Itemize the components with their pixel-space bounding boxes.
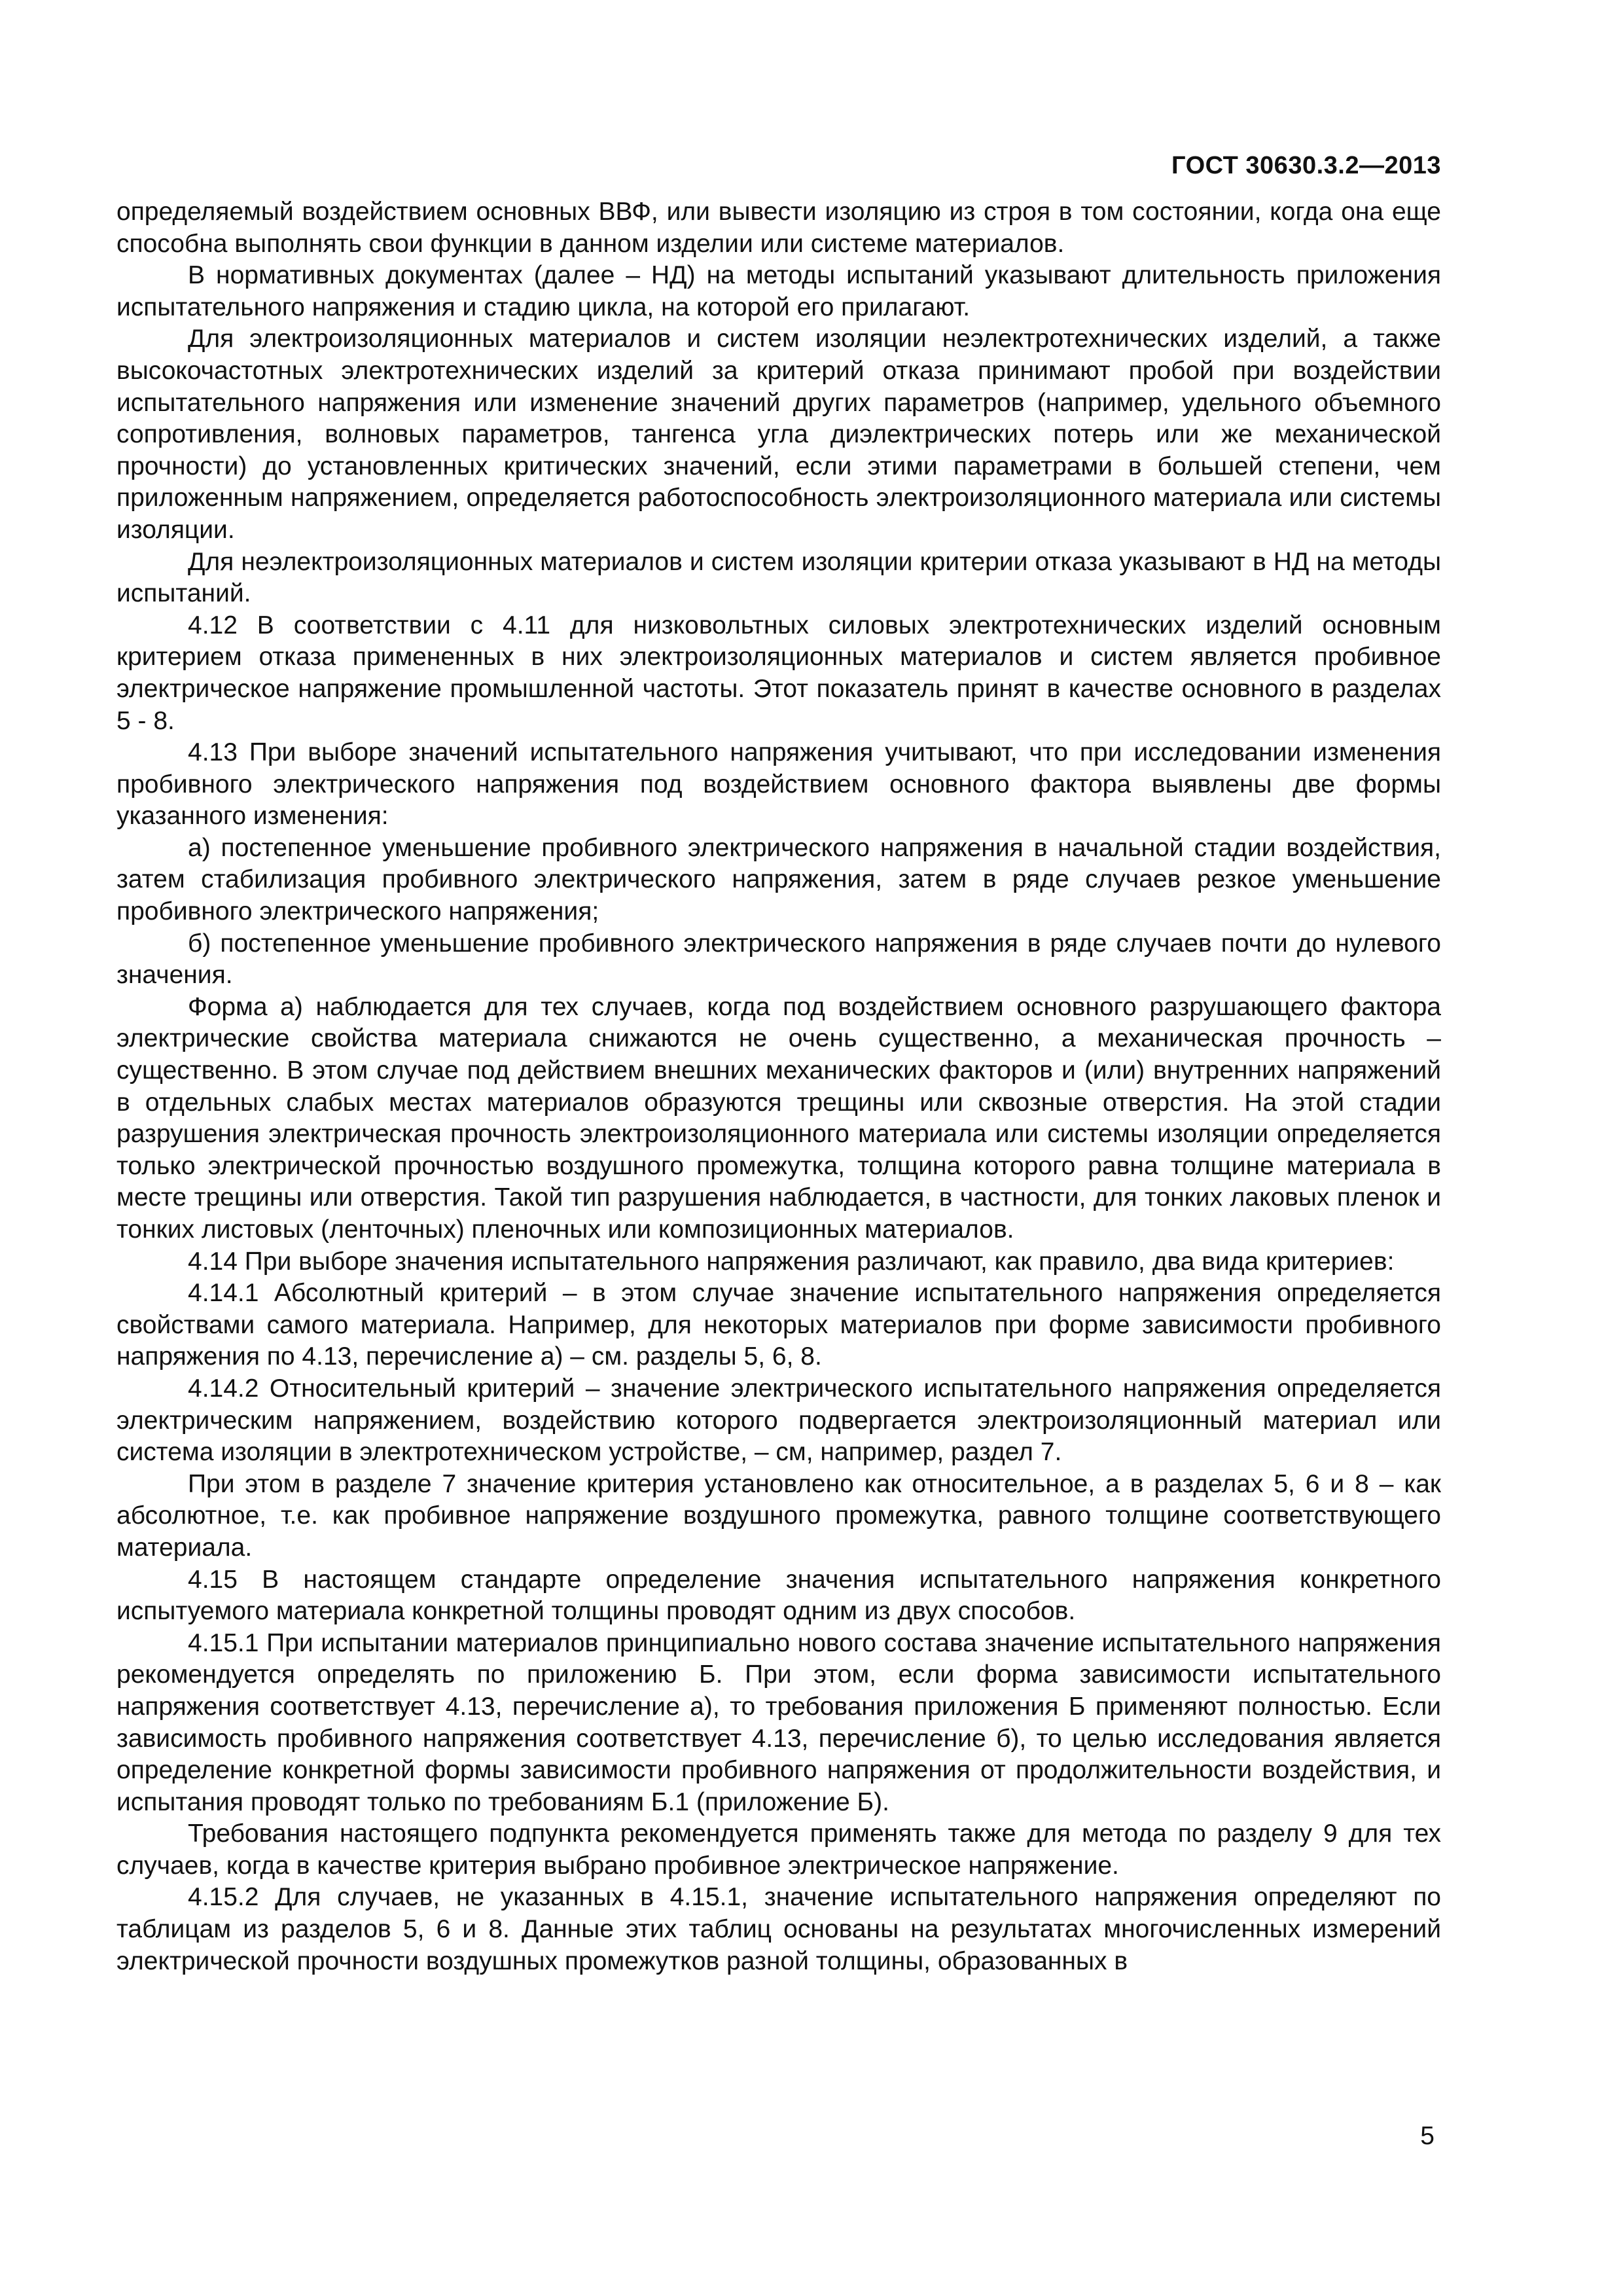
clause-4-15-1: 4.15.1 При испытании материалов принципиально нового состава значение испытательного напряжения рекомендуется определять по приложению Б. При этом, если форма зависимости испытательного напряжения соответствует 4.13, перечисление а), то требования приложения Б применяют полностью. Если зависимость пробивного напряжения соответствует 4.13, перечисление б), то целью исследования является определение конкретной формы зависимости пробивного напряжения от продолжительности воздействия, и испытания проводят только по требованиям Б.1 (приложение Б). [116, 1628, 1441, 1816]
clause-4-15: 4.15 В настоящем стандарте определение значения испытательного напряжения конкретного испытуемого материала конкретной толщины проводят одним из двух способов. [116, 1565, 1441, 1626]
clause-4-14-2: 4.14.2 Относительный критерий – значение электрического испытательного напряжения определяется электрическим напряжением, воздействию которого подвергается электроизоляционный материал или система изоляции в электротехническом устройстве, – см, например, раздел 7. [116, 1374, 1441, 1467]
page-number: 5 [1420, 2122, 1435, 2150]
clause-4-15-2: 4.15.2 Для случаев, не указанных в 4.15.1, значение испытательного напряжения определяют по таблицам из разделов 5, 6 и 8. Данные этих таблиц основаны на результатах многочисленных измерений электрической прочности воздушных промежутков разной толщины, образованных в [116, 1883, 1441, 1975]
paragraph: Требования настоящего подпункта рекомендуется применять также для метода по разделу 9 для тех случаев, когда в качестве критерия выбрано пробивное электрическое напряжение. [116, 1820, 1441, 1880]
clause-4-14: 4.14 При выборе значения испытательного напряжения различают, как правило, два вида критериев: [188, 1247, 1395, 1276]
document-body [116, 196, 1441, 1977]
paragraph-continuation: определяемый воздействием основных ВВФ, или вывести изоляцию из строя в том состоянии, когда она еще способна выполнять свои функции в данном изделии или системе материалов. [116, 198, 1441, 258]
paragraph: Форма а) наблюдается для тех случаев, когда под воздействием основного разрушающего фактора электрические свойства материала снижаются не очень существенно, а механическая прочность – существенно. В этом случае под действием внешних механических факторов и (или) внутренних напряжений в отдельных слабых местах материалов образуются трещины или сквозные отверстия. На этой стадии разрушения электрическая прочность электроизоляционного материала или системы изоляции определяется только электрической прочностью воздушного промежутка, толщина которого равна толщине материала в месте трещины или отверстия. Такой тип разрушения наблюдается, в частности, для тонких лаковых пленок и тонких листовых (ленточных) пленочных или композиционных материалов. [116, 992, 1441, 1244]
paragraph: Для электроизоляционных материалов и систем изоляции неэлектротехнических изделий, а также высокочастотных электротехнических изделий за критерий отказа принимают пробой при воздействии испытательного напряжения или изменение значений других параметров (например, удельного объемного сопротивления, волновых параметров, тангенса угла диэлектрических потерь или же механической прочности) до установленных критических значений, если этими параметрами в большей степени, чем приложенным напряжением, определяется работоспособность электроизоляционного материала или системы изоляции. [116, 325, 1441, 544]
clause-4-14-1: 4.14.1 Абсолютный критерий – в этом случае значение испытательного напряжения определяется свойствами самого материала. Например, для некоторых материалов при форме зависимости пробивного напряжения по 4.13, перечисление а) – см. разделы 5, 6, 8. [116, 1279, 1441, 1371]
paragraph: Для неэлектроизоляционных материалов и систем изоляции критерии отказа указывают в НД на методы испытаний. [116, 547, 1441, 608]
paragraph: В нормативных документах (далее – НД) на методы испытаний указывают длительность приложения испытательного напряжения и стадию цикла, на которой его прилагают. [116, 261, 1441, 321]
standard-designation: ГОСТ 30630.3.2—2013 [1171, 152, 1441, 179]
list-item-a: а) постепенное уменьшение пробивного электрического напряжения в начальной стадии воздействия, затем стабилизация пробивного электрического напряжения, затем в ряде случаев резкое уменьшение пробивного электрического напряжения; [116, 833, 1441, 926]
clause-4-13: 4.13 При выборе значений испытательного напряжения учитывают, что при исследовании изменения пробивного электрического напряжения под воздействием основного фактора выявлены две формы указанного изменения: [116, 738, 1441, 831]
clause-4-12: 4.12 В соответствии с 4.11 для низковольтных силовых электротехнических изделий основным критерием отказа примененных в них электроизоляционных материалов и систем является пробивное электрическое напряжение промышленной частоты. Этот показатель принят в качестве основного в разделах 5 - 8. [116, 611, 1441, 735]
list-item-b: б) постепенное уменьшение пробивного электрического напряжения в ряде случаев почти до нулевого значения. [116, 929, 1441, 990]
paragraph: При этом в разделе 7 значение критерия установлено как относительное, а в разделах 5, 6 и 8 – как абсолютное, т.е. как пробивное напряжение воздушного промежутка, равного толщине соответствующего материала. [116, 1469, 1441, 1562]
